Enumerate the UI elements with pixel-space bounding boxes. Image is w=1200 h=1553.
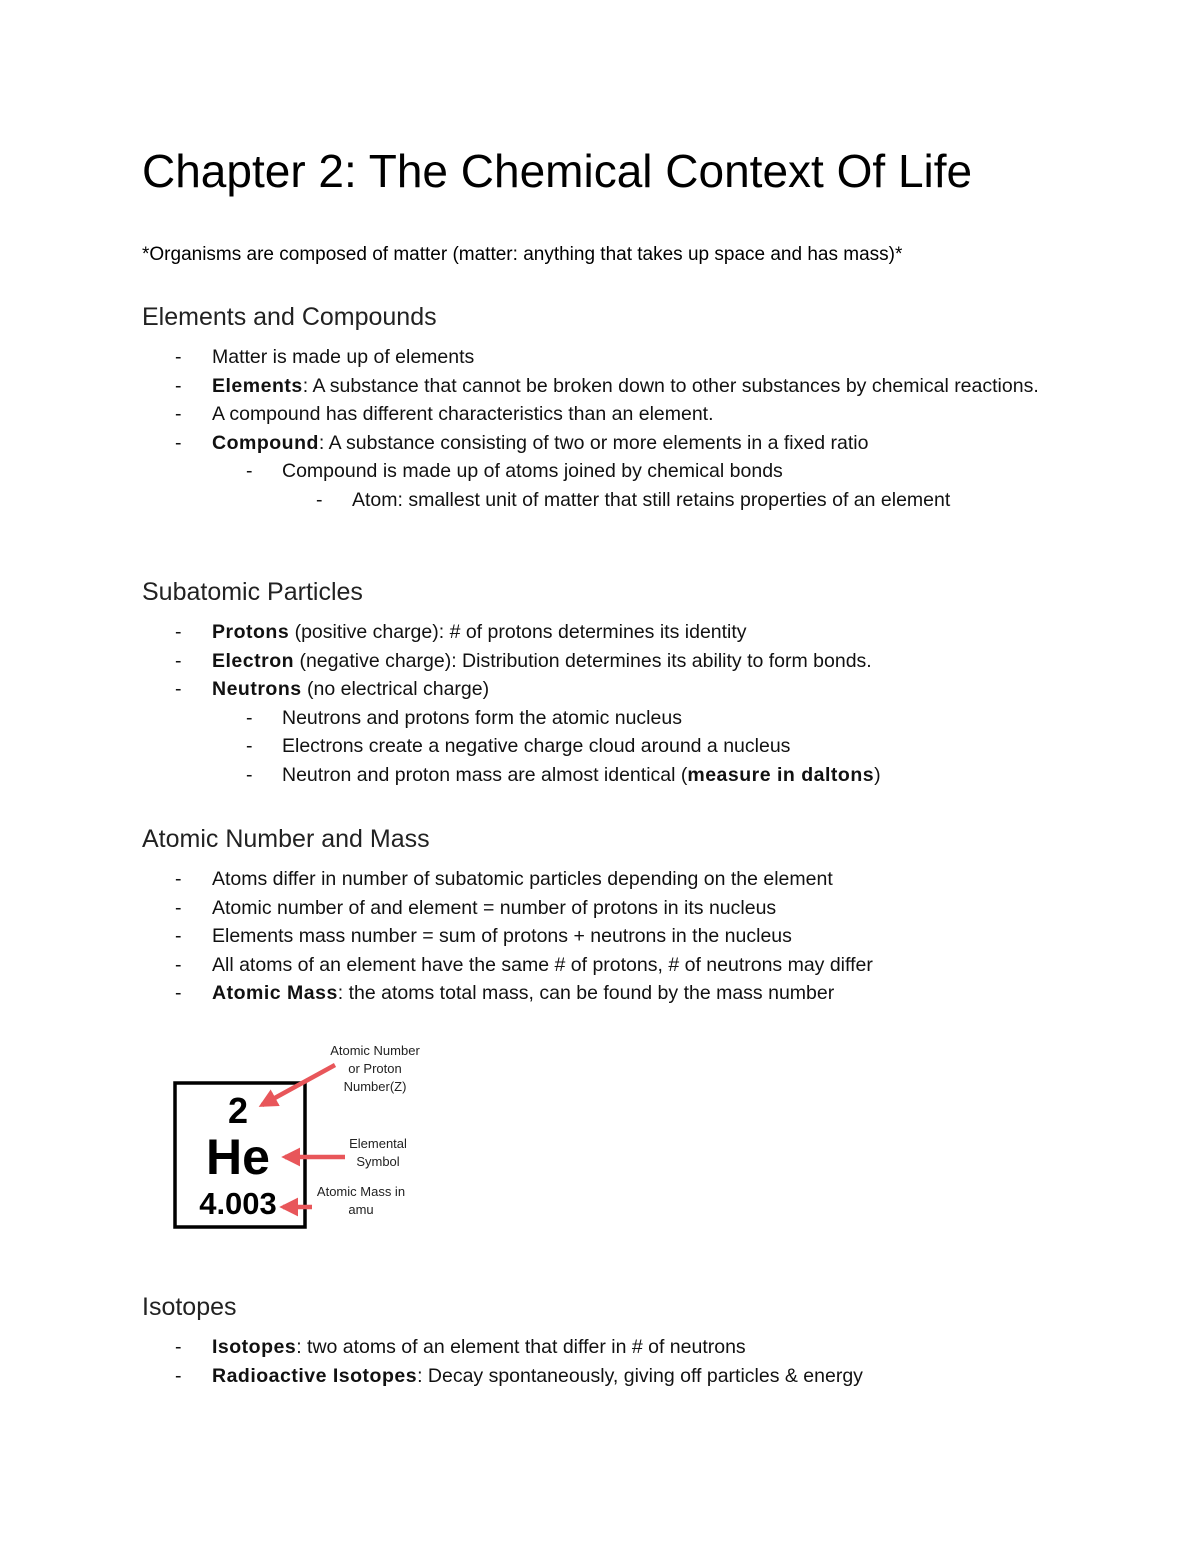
list-item [142, 675, 1072, 704]
item-text: Elements mass number = sum of protons + neutrons in the nucleus [212, 925, 792, 947]
section-isotopes [142, 1291, 1072, 1390]
item-text: (no electrical charge) [301, 678, 490, 700]
list-item [142, 979, 1072, 1008]
item-term: Elements [212, 374, 303, 397]
list-item [142, 732, 1072, 761]
section-heading: Elements and Compounds [142, 303, 437, 331]
item-text: Neutron and proton mass are almost identical ( [282, 763, 688, 786]
item-text: : A substance consisting of two or more elements in a fixed ratio [318, 431, 869, 454]
label-symbol-line-1: Elemental [349, 1136, 407, 1151]
label-atomic-number-line-3: Number(Z) [343, 1079, 407, 1094]
item-text: Matter is made up of elements [212, 346, 475, 368]
atomic-number: 2 [227, 1090, 249, 1131]
label-mass-line-2: amu [348, 1202, 374, 1217]
list-item [142, 486, 1072, 515]
list-item [142, 647, 1072, 676]
section-heading: Isotopes [142, 1293, 237, 1321]
list-item [142, 951, 1072, 980]
item-text: : the atoms total mass, can be found by the mass number [337, 982, 835, 1004]
item-text: Neutrons and protons form the atomic nucleus [282, 706, 682, 729]
section-atomic-number-and-mass [142, 823, 1072, 1008]
atomic-mass: 4.003 [199, 1186, 277, 1221]
section-elements-and-compounds [142, 301, 1072, 514]
item-text: Electrons create a negative charge cloud around a nucleus [282, 735, 791, 757]
bullet-list [142, 1333, 1072, 1390]
list-item [142, 761, 1072, 790]
item-term: measure in daltons [687, 763, 875, 786]
item-text: Atomic number of and element = number of protons in its nucleus [212, 896, 777, 919]
item-term: Neutrons [212, 678, 302, 700]
item-text: : A substance that cannot be broken down to other substances by chemical reactions. [302, 374, 1039, 397]
list-item [142, 704, 1072, 733]
list-item [142, 894, 1072, 923]
item-text: (negative charge): Distribution determines its ability to form bonds. [294, 649, 872, 672]
list-item [142, 343, 1072, 372]
item-term: Atomic Mass [212, 982, 338, 1004]
label-atomic-number-line-1: Atomic Number [330, 1043, 420, 1058]
list-item [142, 618, 1072, 647]
item-text-after: ) [874, 763, 881, 786]
item-text: : two atoms of an element that differ in # of neutrons [296, 1336, 746, 1358]
item-text: Atoms differ in number of subatomic particles depending on the element [212, 868, 833, 890]
item-text: All atoms of an element have the same # of protons, # of neutrons may differ [212, 953, 873, 976]
item-text: A compound has different characteristics than an element. [212, 403, 714, 425]
list-item [142, 1362, 1072, 1391]
section-subatomic-particles [142, 576, 1072, 789]
item-text: Compound is made up of atoms joined by chemical bonds [282, 460, 783, 482]
list-item [142, 865, 1072, 894]
list-item [142, 1333, 1072, 1362]
item-term: Electron [212, 649, 295, 672]
bullet-list [142, 618, 1072, 789]
list-item [142, 922, 1072, 951]
bullet-list [142, 343, 1072, 514]
item-term: Isotopes [212, 1336, 297, 1358]
helium-element-figure [165, 1035, 465, 1235]
item-text: : Decay spontaneously, giving off particles & energy [417, 1364, 863, 1387]
list-item [142, 429, 1072, 458]
section-heading: Subatomic Particles [142, 578, 363, 606]
list-item [142, 457, 1072, 486]
section-heading: Atomic Number and Mass [142, 825, 430, 853]
item-text: Atom: smallest unit of matter that still retains properties of an element [352, 488, 951, 511]
figure-labels [317, 1043, 421, 1217]
label-symbol-line-2: Symbol [356, 1154, 400, 1169]
label-atomic-number-line-2: or Proton [348, 1061, 402, 1076]
item-term: Compound [212, 431, 319, 454]
list-item [142, 400, 1072, 429]
page-title: Chapter 2: The Chemical Context Of Life [142, 145, 973, 197]
item-text: (positive charge): # of protons determines its identity [289, 621, 747, 643]
intro-note: *Organisms are composed of matter (matter: anything that takes up space and has mass)* [142, 244, 903, 265]
bullet-list [142, 865, 1072, 1008]
item-term: Radioactive Isotopes [212, 1364, 418, 1387]
element-symbol: He [206, 1129, 270, 1185]
list-item [142, 372, 1072, 401]
label-mass-line-1: Atomic Mass in [316, 1184, 406, 1199]
item-term: Protons [212, 621, 290, 643]
